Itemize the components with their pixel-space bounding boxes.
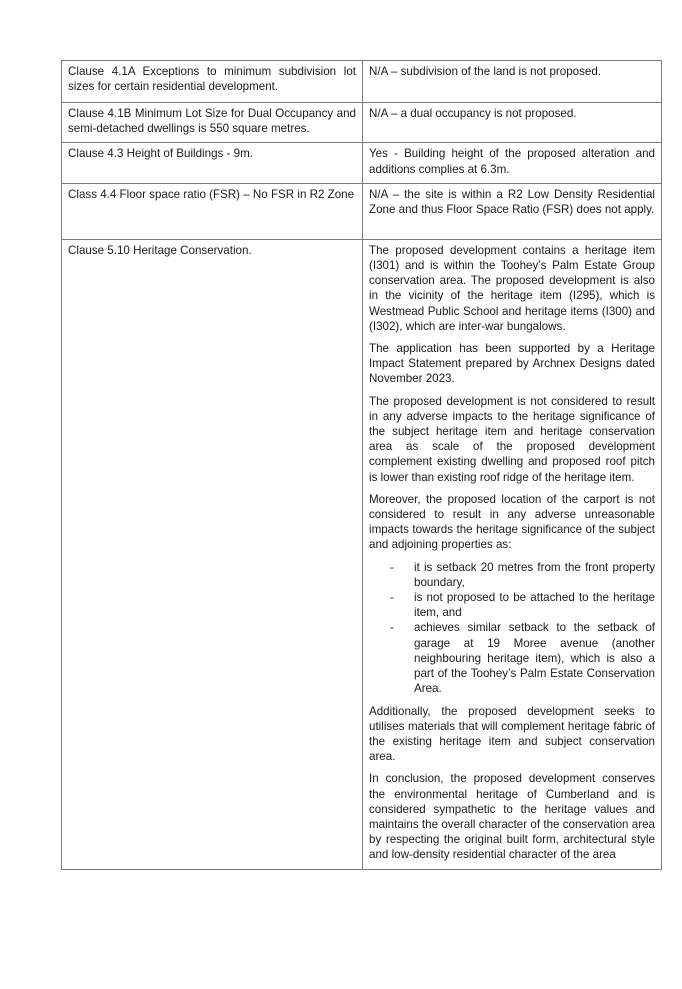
list-item-text: achieves similar setback to the setback of garage at 19 Moree avenue (another neighbouring heritage item), which is also a part of the Toohey’s Palm Estate Conservation Area.: [414, 621, 655, 696]
clause-cell: Class 4.4 Floor space ratio (FSR) – No FSR in R2 Zone: [62, 183, 363, 239]
table-row: [62, 183, 662, 239]
table-row: [62, 61, 662, 103]
list-item-text: is not proposed to be attached to the heritage item, and: [414, 591, 655, 620]
heritage-paragraph: Additionally, the proposed development seeks to utilises materials that will complement heritage fabric of the existing heritage item and subject conservation area.: [369, 704, 655, 764]
heritage-paragraph: Moreover, the proposed location of the carport is not considered to result in any adverse unreasonable impacts towards the heritage significance of the subject and adjoining properties as:: [369, 492, 655, 552]
dash-bullet: -: [390, 560, 394, 574]
comment-cell: N/A – a dual occupancy is not proposed.: [363, 103, 662, 143]
comment-cell: Yes - Building height of the proposed alteration and additions complies at 6.3m.: [363, 143, 662, 183]
heritage-paragraph: The proposed development is not considered to result in any adverse impacts to the heritage significance of the subject heritage item and heritage conservation area as scale of the proposed development complement existing dwelling and proposed roof pitch is lower than existing roof ridge of the heritage item.: [369, 394, 655, 484]
clause-cell: Clause 4.1B Minimum Lot Size for Dual Occupancy and semi-detached dwellings is 550 square metres.: [62, 103, 363, 143]
table-row: [62, 143, 662, 183]
carport-reasons-list: [369, 560, 655, 697]
heritage-paragraph: The application has been supported by a Heritage Impact Statement prepared by Archnex Designs dated November 2023.: [369, 342, 655, 386]
clause-cell: Clause 4.3 Height of Buildings - 9m.: [62, 143, 363, 183]
compliance-table: [61, 60, 662, 870]
list-item: [369, 560, 655, 590]
table-row: [62, 239, 662, 869]
clause-cell: Clause 5.10 Heritage Conservation.: [62, 239, 363, 869]
heritage-paragraph: In conclusion, the proposed development conserves the environmental heritage of Cumberland and is considered sympathetic to the heritage values and maintains the overall character of the conservation area by respecting the original built form, architectural style and low-density residential character of the area: [369, 772, 655, 862]
dash-bullet: -: [390, 591, 394, 605]
comment-cell: [363, 239, 662, 869]
comment-cell: N/A – subdivision of the land is not proposed.: [363, 61, 662, 103]
clause-cell: Clause 4.1A Exceptions to minimum subdivision lot sizes for certain residential development.: [62, 61, 363, 103]
list-item-text: it is setback 20 metres from the front property boundary,: [414, 560, 655, 589]
heritage-paragraph: The proposed development contains a heritage item (I301) and is within the Toohey’s Palm Estate Group conservation area. The proposed development is also in the vicinity of the heritage item (I295), which is Westmead Public School and heritage items (I300) and (I302), which are inter-war bungalows.: [369, 243, 655, 333]
list-item: [369, 620, 655, 696]
list-item: [369, 590, 655, 620]
table-row: [62, 103, 662, 143]
comment-cell: N/A – the site is within a R2 Low Density Residential Zone and thus Floor Space Ratio (FSR) does not apply.: [363, 183, 662, 239]
dash-bullet: -: [390, 621, 394, 635]
